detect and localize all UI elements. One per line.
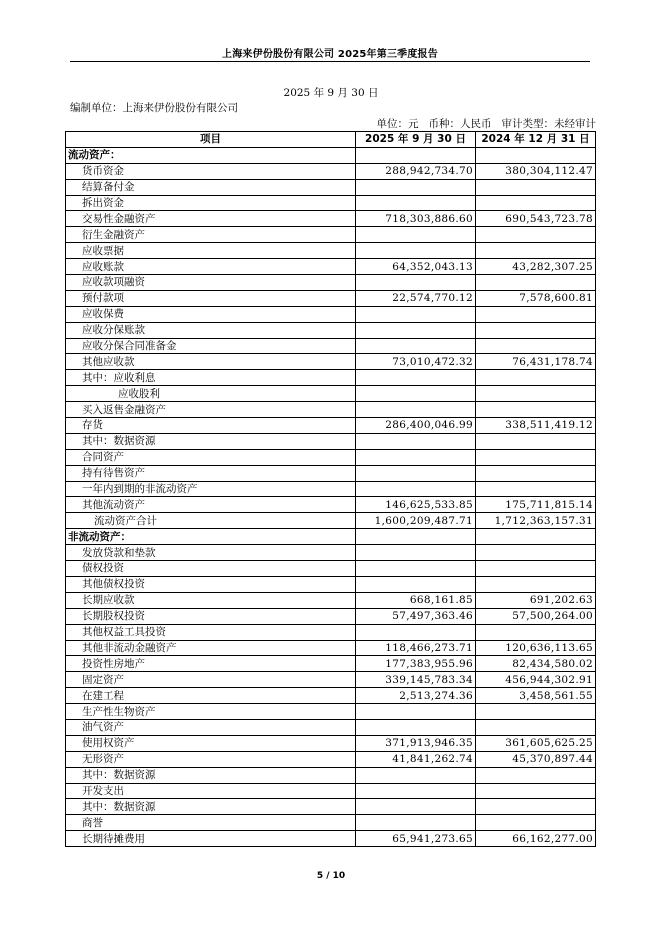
row-value-previous (476, 545, 596, 561)
row-value-current (356, 147, 476, 163)
row-item-name: 一年内到期的非流动资产 (66, 481, 356, 497)
row-item-name: 其他债权投资 (66, 576, 356, 592)
row-item-name: 应收保费 (66, 306, 356, 322)
table-row (66, 179, 596, 195)
row-item-name: 长期应收款 (66, 592, 356, 608)
row-value-current: 177,383,955.96 (356, 656, 476, 672)
row-value-previous: 361,605,625.25 (476, 735, 596, 751)
table-row (66, 815, 596, 831)
table-row (66, 783, 596, 799)
row-item-name: 其中：数据资源 (66, 433, 356, 449)
row-item-name: 无形资产 (66, 751, 356, 767)
row-value-previous (476, 227, 596, 243)
table-row (66, 465, 596, 481)
table-row (66, 735, 596, 751)
table-row (66, 402, 596, 418)
table-row (66, 449, 596, 465)
row-item-name: 应收股利 (66, 386, 356, 402)
table-header-row (66, 132, 596, 148)
row-value-previous (476, 576, 596, 592)
unit-currency-audit-info: 单位：元 币种：人民币 审计类型：未经审计 (376, 118, 596, 130)
section-heading: 非流动资产： (66, 529, 356, 545)
row-value-current (356, 243, 476, 259)
table-row (66, 481, 596, 497)
row-item-name: 生产性生物资产 (66, 704, 356, 720)
table-row (66, 640, 596, 656)
row-item-name: 流动资产合计 (66, 513, 356, 529)
row-value-previous: 66,162,277.00 (476, 831, 596, 847)
row-value-previous: 120,636,113.65 (476, 640, 596, 656)
row-item-name: 应收分保账款 (66, 322, 356, 338)
row-value-previous: 175,711,815.14 (476, 497, 596, 513)
row-value-current: 371,913,946.35 (356, 735, 476, 751)
row-value-current: 668,161.85 (356, 592, 476, 608)
row-item-name: 长期待摊费用 (66, 831, 356, 847)
table-row (66, 163, 596, 179)
table-row (66, 592, 596, 608)
row-value-current (356, 561, 476, 577)
row-value-previous (476, 275, 596, 291)
row-value-previous: 691,202.63 (476, 592, 596, 608)
row-value-previous (476, 243, 596, 259)
row-value-previous: 7,578,600.81 (476, 290, 596, 306)
row-item-name: 油气资产 (66, 719, 356, 735)
row-value-current: 73,010,472.32 (356, 354, 476, 370)
row-item-name: 存货 (66, 418, 356, 434)
row-value-current: 146,625,533.85 (356, 497, 476, 513)
balance-sheet-table (65, 131, 596, 847)
row-value-previous: 57,500,264.00 (476, 608, 596, 624)
table-row (66, 354, 596, 370)
row-value-current: 718,303,886.60 (356, 211, 476, 227)
table-row (66, 195, 596, 211)
row-value-previous: 338,511,419.12 (476, 418, 596, 434)
row-item-name: 其中：数据资源 (66, 799, 356, 815)
row-value-current: 288,942,734.70 (356, 163, 476, 179)
column-header-item: 项目 (66, 132, 356, 148)
table-row (66, 370, 596, 386)
row-item-name: 开发支出 (66, 783, 356, 799)
row-value-current (356, 195, 476, 211)
row-value-current (356, 767, 476, 783)
row-value-current: 1,600,209,487.71 (356, 513, 476, 529)
row-value-previous (476, 195, 596, 211)
row-value-previous (476, 799, 596, 815)
row-item-name: 拆出资金 (66, 195, 356, 211)
row-value-previous (476, 449, 596, 465)
table-row (66, 497, 596, 513)
row-item-name: 结算备付金 (66, 179, 356, 195)
row-item-name: 商誉 (66, 815, 356, 831)
table-row (66, 386, 596, 402)
page-number: 5 / 10 (316, 871, 346, 881)
row-value-current (356, 402, 476, 418)
row-value-current (356, 576, 476, 592)
row-item-name: 应收票据 (66, 243, 356, 259)
row-value-previous (476, 402, 596, 418)
row-value-previous (476, 433, 596, 449)
table-row (66, 656, 596, 672)
row-value-current (356, 338, 476, 354)
table-row (66, 259, 596, 275)
table-row (66, 624, 596, 640)
row-value-previous: 1,712,363,157.31 (476, 513, 596, 529)
row-value-previous: 380,304,112.47 (476, 163, 596, 179)
row-value-previous (476, 322, 596, 338)
row-value-current (356, 465, 476, 481)
table-row (66, 576, 596, 592)
row-value-current: 22,574,770.12 (356, 290, 476, 306)
row-value-current (356, 179, 476, 195)
row-item-name: 应收账款 (66, 259, 356, 275)
row-value-current (356, 433, 476, 449)
row-item-name: 衍生金融资产 (66, 227, 356, 243)
row-value-previous (476, 529, 596, 545)
table-row (66, 767, 596, 783)
row-value-current (356, 370, 476, 386)
section-heading: 流动资产： (66, 147, 356, 163)
row-value-previous (476, 306, 596, 322)
table-row (66, 545, 596, 561)
row-value-current (356, 306, 476, 322)
row-value-previous (476, 719, 596, 735)
header-divider (70, 61, 590, 62)
row-value-current: 339,145,783.34 (356, 672, 476, 688)
row-value-current: 65,941,273.65 (356, 831, 476, 847)
row-item-name: 使用权资产 (66, 735, 356, 751)
row-value-current (356, 815, 476, 831)
row-value-current: 41,841,262.74 (356, 751, 476, 767)
table-row (66, 672, 596, 688)
row-item-name: 货币资金 (66, 163, 356, 179)
row-value-previous (476, 561, 596, 577)
row-value-current (356, 624, 476, 640)
row-value-previous (476, 767, 596, 783)
row-value-current: 2,513,274.36 (356, 688, 476, 704)
row-value-previous (476, 704, 596, 720)
table-row (66, 211, 596, 227)
row-item-name: 买入返售金融资产 (66, 402, 356, 418)
row-item-name: 固定资产 (66, 672, 356, 688)
table-row (66, 513, 596, 529)
row-value-previous: 45,370,897.44 (476, 751, 596, 767)
column-header-current: 2025 年 9 月 30 日 (356, 132, 476, 148)
row-item-name: 持有待售资产 (66, 465, 356, 481)
report-date: 2025 年 9 月 30 日 (283, 87, 379, 99)
row-item-name: 其中：数据资源 (66, 767, 356, 783)
row-value-current (356, 704, 476, 720)
table-row (66, 306, 596, 322)
table-row (66, 322, 596, 338)
row-value-current (356, 719, 476, 735)
row-value-current (356, 481, 476, 497)
row-value-previous (476, 386, 596, 402)
row-value-previous (476, 465, 596, 481)
table-row (66, 529, 596, 545)
row-item-name: 其他应收款 (66, 354, 356, 370)
row-value-previous (476, 783, 596, 799)
row-item-name: 在建工程 (66, 688, 356, 704)
row-value-current (356, 799, 476, 815)
row-value-previous (476, 481, 596, 497)
row-value-current: 57,497,363.46 (356, 608, 476, 624)
row-item-name: 债权投资 (66, 561, 356, 577)
row-value-previous (476, 147, 596, 163)
row-item-name: 投资性房地产 (66, 656, 356, 672)
row-value-current: 64,352,043.13 (356, 259, 476, 275)
table-row (66, 147, 596, 163)
row-value-current (356, 227, 476, 243)
table-row (66, 751, 596, 767)
row-item-name: 其他非流动金融资产 (66, 640, 356, 656)
table-row (66, 719, 596, 735)
row-value-current: 118,466,273.71 (356, 640, 476, 656)
row-item-name: 其中：应收利息 (66, 370, 356, 386)
row-value-current (356, 529, 476, 545)
table-row (66, 227, 596, 243)
row-item-name: 应收分保合同准备金 (66, 338, 356, 354)
row-value-previous: 3,458,561.55 (476, 688, 596, 704)
row-value-current (356, 386, 476, 402)
table-row (66, 561, 596, 577)
row-item-name: 交易性金融资产 (66, 211, 356, 227)
table-row (66, 433, 596, 449)
report-header-title: 上海来伊份股份有限公司 2025年第三季度报告 (222, 49, 438, 60)
compiler-unit: 编制单位：上海来伊份股份有限公司 (70, 102, 238, 114)
row-value-current (356, 322, 476, 338)
row-value-previous (476, 624, 596, 640)
table-row (66, 608, 596, 624)
row-item-name: 应收款项融资 (66, 275, 356, 291)
column-header-previous: 2024 年 12 月 31 日 (476, 132, 596, 148)
row-item-name: 合同资产 (66, 449, 356, 465)
table-row (66, 290, 596, 306)
row-item-name: 其他流动资产 (66, 497, 356, 513)
row-value-previous (476, 370, 596, 386)
table-row (66, 338, 596, 354)
table-row (66, 418, 596, 434)
row-value-current: 286,400,046.99 (356, 418, 476, 434)
row-item-name: 其他权益工具投资 (66, 624, 356, 640)
table-row (66, 831, 596, 847)
row-value-previous: 43,282,307.25 (476, 259, 596, 275)
row-value-previous (476, 179, 596, 195)
row-item-name: 预付款项 (66, 290, 356, 306)
table-row (66, 275, 596, 291)
row-item-name: 发放贷款和垫款 (66, 545, 356, 561)
row-value-previous: 82,434,580.02 (476, 656, 596, 672)
row-value-previous: 76,431,178.74 (476, 354, 596, 370)
row-value-previous: 456,944,302.91 (476, 672, 596, 688)
row-value-previous: 690,543,723.78 (476, 211, 596, 227)
row-item-name: 长期股权投资 (66, 608, 356, 624)
table-row (66, 799, 596, 815)
row-value-previous (476, 338, 596, 354)
row-value-current (356, 449, 476, 465)
row-value-current (356, 275, 476, 291)
row-value-current (356, 783, 476, 799)
table-row (66, 243, 596, 259)
table-row (66, 704, 596, 720)
table-row (66, 688, 596, 704)
row-value-current (356, 545, 476, 561)
row-value-previous (476, 815, 596, 831)
